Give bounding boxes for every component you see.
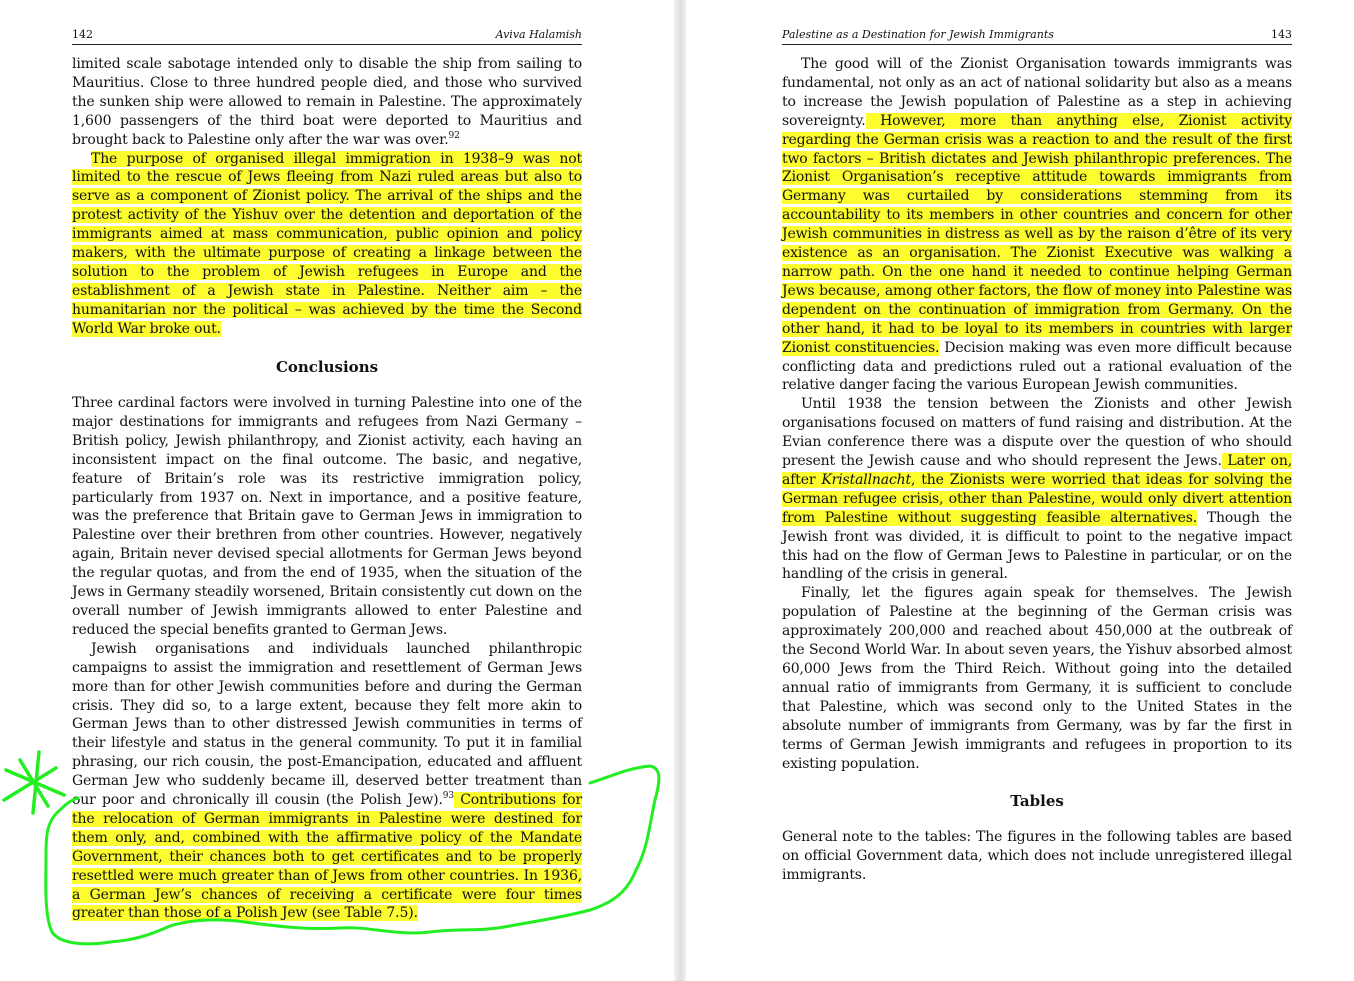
- left-paragraph-4: Jewish organisations and individuals launched philanthropic campaigns to assist the immigration and resettlement of German Jews more than for other Jewish communities before and during the German crisis. They did so, to a large extent, because they felt more akin to German Jews than to other distressed Jewish communities in terms of their lifestyle and status in the general community. To put it in familial phrasing, our rich cousin, the post-Emancipation, educated and affluent German Jew who suddenly became ill, deserved better treatment than our poor and chronically ill cousin (the Polish Jew).$^{93}$ Contributions for the relocation of German immigrants in Palestine were destined for them only, and, combined with the affirmative policy of the Mandate Government, their chances both to get certificates and to be properly resettled were much greater than of Jews from other countries. In 1936, a German Jew’s chances of receiving a certificate were four times greater than those of a Polish Jew (see Table 7.5).: [72, 640, 583, 922]
- right-text-block-bottom: [782, 828, 1292, 885]
- right-paragraph-2: Until 1938 the tension between the Zionists and other Jewish organisations focused on matters of fund raising and distribution. At the Evian conference there was a dispute over the question of who should present the Jewish cause and who should represent the Jews. Later on, after Kristallnacht, the Zionists were worried that ideas for solving the German refugee crisis, other than Palestine, would only divert attention from Palestine without suggesting feasible alternatives. Though the Jewish front was divided, it is difficult to point to the negative impact this had on the flow of German Jews to Palestine in particular, or on the handling of the crisis in general.: [782, 396, 1293, 583]
- left-running-title: Aviva Halamish: [495, 28, 582, 41]
- right-running-head: [782, 28, 1292, 45]
- right-paragraph-1: The good will of the Zionist Organisation towards immigrants was fundamental, not only as an act of national solidarity but also as a means to increase the Jewish population of Palestine as a step in achieving sovereignty. However, more than anything else, Zionist activity regarding the German crisis was a reaction to and the result of the first two factors – British dictates and Jewish philanthropic preferences. The Zionist Organisation’s receptive attitude towards immigrants from Germany was curtailed by considerations stemming from its accountability to its members in other countries and concern for other Jewish communities in distress as well as by the raison d’être of its very existence as an organisation. The Zionist Executive was walking a narrow path. On the one hand it needed to continue helping German Jews because, among other factors, the flow of money into Palestine was dependent on the continuation of immigration from Germany. On the other hand, it had to be loyal to its members in countries with larger Zionist constituencies. Decision making was even more difficult because conflicting data and predictions ruled out a rational evaluation of the relative danger facing the various European Jewish communities.: [782, 56, 1292, 394]
- left-paragraph-1: limited scale sabotage intended only to disable the ship from sailing to Mauritius. Close to three hundred people died, and those who survived the sunken ship were allowed to remain in Palestine. The approximately 1,600 passengers of the third boat were deported to Mauritius and brought back to Palestine only after the war was over.$^{92}$: [72, 56, 582, 148]
- left-page: [72, 0, 582, 981]
- left-running-head: [72, 28, 582, 45]
- highlighted-text: Later on, after Kristallnacht, the Zionists were worried that ideas for solving the German refugee crisis, other than Palestine, would only divert attention from Palestine without suggesting feasible alternatives.: [782, 453, 1293, 526]
- tables-heading: Tables: [1010, 792, 1064, 810]
- conclusions-heading: Conclusions: [275, 358, 379, 376]
- highlighted-text: However, more than anything else, Zionist activity regarding the German crisis was a reaction to and the result of the first two factors – British dictates and Jewish philanthropic preferences. The Zionist Organisation’s receptive attitude towards immigrants from Germany was curtailed by considerations stemming from its accountability to its members in other countries and concern for other Jewish communities in distress as well as by the raison d’être of its very existence as an organisation. The Zionist Executive was walking a narrow path. On the one hand it needed to continue helping German Jews because, among other factors, the flow of money into Palestine was dependent on the continuation of immigration from Germany. On the other hand, it had to be loyal to its members in countries with larger Zionist constituencies.: [782, 112, 1292, 356]
- right-page-number: 143: [1271, 28, 1292, 41]
- highlighted-text: Contributions for the relocation of German immigrants in Palestine were destined for them only, and, combined with the affirmative policy of the Mandate Government, their chances both to get certificates and to be properly resettled were much greater than of Jews from other countries. In 1936, a German Jew’s chances of receiving a certificate were four times greater than those of a Polish Jew (see Table 7.5).: [72, 792, 583, 922]
- right-text-block-top: [782, 55, 1292, 773]
- left-text-block-bottom: [72, 394, 582, 923]
- footnote-marker-92[interactable]: 92: [448, 130, 460, 141]
- left-paragraph-2: [72, 150, 582, 339]
- right-paragraph-3: Finally, let the figures again speak for themselves. The Jewish population of Palestine at the beginning of the German crisis was approximately 200,000 and reached about 450,000 at the outbreak of the Second World War. In about seven years, the Yishuv absorbed almost 60,000 Jews from the Third Reich. Without going into the detailed annual ratio of immigrants from Germany, it is sufficient to conclude that Palestine, which was second only to the United States in the absolute number of immigrants from Germany, was by far the first in terms of German Jewish immigrants and refugees in proportion to its existing population.: [782, 585, 1292, 772]
- left-text-block-top: [72, 55, 582, 339]
- right-paragraph-4: General note to the tables: The figures in the following tables are based on official Government data, which does not include unregistered illegal immigrants.: [782, 829, 1292, 883]
- right-page: [782, 0, 1292, 981]
- asterisk-star-mark: [4, 752, 64, 813]
- footnote-marker-93[interactable]: 93: [442, 791, 454, 802]
- page-gutter: [674, 0, 686, 981]
- left-paragraph-3: Three cardinal factors were involved in turning Palestine into one of the major destinations for immigrants and refugees from Nazi Germany – British policy, Jewish philanthropy, and Zionist activity, each having an inconsistent impact on the final outcome. The basic, and negative, feature of Britain’s role was its restrictive immigration policy, particularly from 1937 on. Next in importance, and a positive feature, was the preference that Britain gave to German Jews in immigration to Palestine over their brethren from other countries. However, negatively again, Britain never devised special allotments for German Jews beyond the regular quotas, and from the end of 1935, when the situation of the Jews in Germany steadily worsened, Britain consistently cut down on the overall number of Jewish immigrants allowed to enter Palestine and reduced the special benefits granted to German Jews.: [72, 395, 582, 638]
- right-running-title: Palestine as a Destination for Jewish Immigrants: [782, 28, 1054, 41]
- left-page-number: 142: [72, 28, 93, 41]
- highlighted-text: The purpose of organised illegal immigration in 1938–9 was not limited to the rescue of Jews fleeing from Nazi ruled areas but also to serve as a component of Zionist policy. The arrival of the ships and the protest activity of the Yishuv over the detention and deportation of the immigrants aimed at mass communication, public opinion and policy makers, with the ultimate purpose of creating a linkage between the solution to the problem of Jewish refugees in Europe and the establishment of a Jewish state in Palestine. Neither aim – the humanitarian nor the political – was achieved by the time the Second World War broke out.: [72, 150, 582, 337]
